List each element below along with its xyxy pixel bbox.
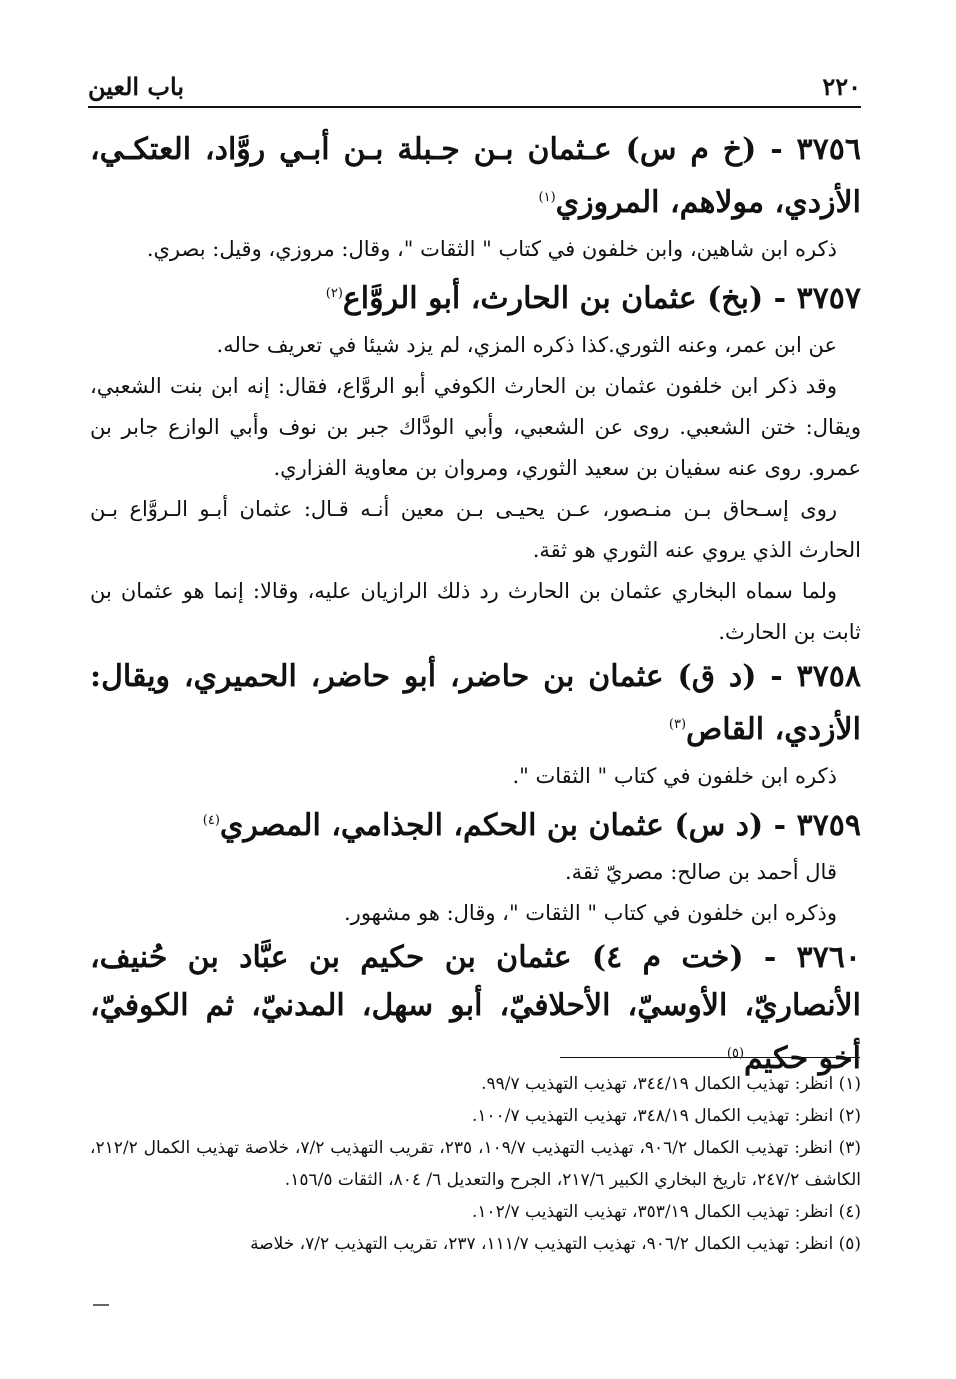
entry-paragraph: ذكره ابن خلفون في كتاب " الثقات ".	[512, 764, 837, 788]
entry-heading-3756: ٣٧٥٦ - (خ م س) عـثمان بـن جـبلة بـن أبـي روَّاد، العتكـي، الأزدي، مولاهم، المروزي$^{(١)}$	[90, 132, 861, 220]
footnotes	[90, 1068, 861, 1260]
footnote-marker: (٣)	[668, 717, 687, 732]
entry-heading-3758: ٣٧٥٨ - (د ق) عثمان بن حاضر، أبو حاضر، الحميري، ويقال: الأزدي، القاص$^{(٣)}$	[90, 659, 861, 747]
footnote-marker: (٥)	[726, 1046, 745, 1061]
footnote-4: (٤) انظر: تهذيب الكمال ٣٥٣/١٩، تهذيب التهذيب ١٠٢/٧.	[471, 1202, 861, 1222]
footnote-marker: (٤)	[202, 813, 220, 828]
footnote-marker: (١)	[538, 190, 556, 205]
continuation-mark	[93, 1304, 109, 1306]
page-number: ٢٢٠	[822, 72, 861, 101]
entry-paragraph: قال أحمد بن صالح: مصريّ ثقة.	[564, 860, 837, 884]
page-header	[88, 68, 861, 108]
entry-paragraph: ولما سماه البخاري عثمان بن الحارث رد ذلك الرازيان عليه، وقالا: إنما هو عثمان بن ثابت بن الحارث.	[90, 579, 861, 644]
footnote-separator	[560, 1057, 860, 1058]
footnote-2: (٢) انظر: تهذيب الكمال ٣٤٨/١٩، تهذيب التهذيب ١٠٠/٧.	[471, 1106, 861, 1126]
entry-heading-3759: ٣٧٥٩ - (د س) عثمان بن الحكم، الجذامي، المصري$^{(٤)}$	[202, 808, 861, 843]
footnote-3: (٣) انظر: تهذيب الكمال ٩٠٦/٢، تهذيب التهذيب ١٠٩/٧، ٢٣٥، تقريب التهذيب ٧/٢، خلاصة تهذيب الكمال ٢١٢/٢، الكاشف ٢٤٧/٢، تاريخ البخاري الكبير ٢١٧/٦، الجرح والتعديل ٦/ ٨٠٤، الثقات ١٥٦/٥.	[90, 1138, 861, 1190]
entry-paragraph: روى إسـحاق بـن منـصور، عـن يحيـى بـن معين أنـه قـال: عثمان أبـو الـروَّاع بـن الحارث الذي يروي عنه الثوري هو ثقة.	[90, 497, 861, 562]
entry-heading-3757: ٣٧٥٧ - (بخ) عثمان بن الحارث، أبو الروَّاع$^{(٢)}$	[325, 281, 861, 316]
footnote-marker: (٢)	[325, 286, 343, 301]
entry-paragraph: وقد ذكر ابن خلفون عثمان بن الحارث الكوفي أبو الروَّاع، فقال: إنه ابن بنت الشعبي، ويقال: ختن الشعبي. روى عن الشعبي، وأبي الودَّاك جبر بن نوف وأبي الوازع جابر بن عمرو. روى عنه سفيان بن سعيد الثوري، ومروان بن معاوية الفزاري.	[90, 374, 861, 480]
entry-paragraph: عن ابن عمر، وعنه الثوري.كذا ذكره المزي، لم يزد شيئا في تعريف حاله.	[216, 333, 837, 357]
footnote-5: (٥) انظر: تهذيب الكمال ٩٠٦/٢، تهذيب التهذيب ١١١/٧، ٢٣٧، تقريب التهذيب ٧/٢، خلاصة	[250, 1234, 861, 1254]
entry-paragraph: وذكره ابن خلفون في كتاب " الثقات "، وقال: هو مشهور.	[344, 901, 837, 925]
entry-paragraph: ذكره ابن شاهين، وابن خلفون في كتاب " الثقات "، وقال: مروزي، وقيل: بصري.	[146, 237, 837, 261]
footnote-1: (١) انظر: تهذيب الكمال ٣٤٤/١٩، تهذيب التهذيب ٩٩/٧.	[481, 1074, 861, 1094]
main-text	[90, 126, 861, 1085]
chapter-title: باب العين	[88, 72, 185, 101]
entry-heading-3760: ٣٧٦٠ - (خت م ٤) عثمان بن حكيم بن عبَّاد بن حُنيف، الأنصاريّ، الأوسيّ، الأحلافيّ، أبو سهل، المدنيّ، ثم الكوفيّ، أخو حكيم$^{(٥)}$	[90, 940, 861, 1076]
